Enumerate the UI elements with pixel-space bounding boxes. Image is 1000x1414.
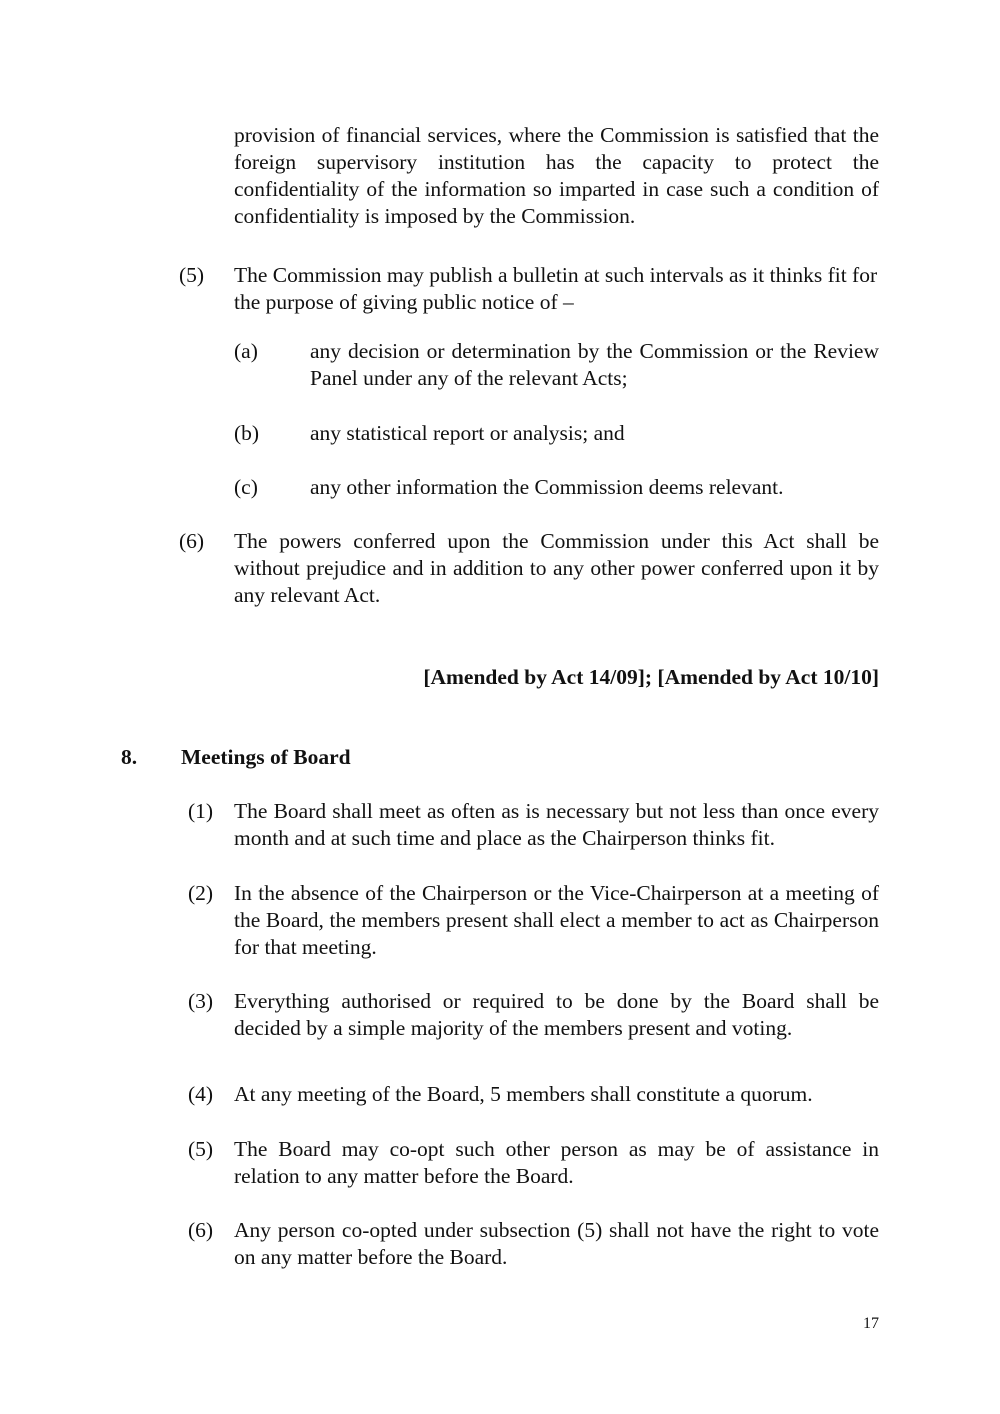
- subsection-number: (5): [179, 263, 205, 287]
- item-text: any other information the Commission deems relevant.: [310, 475, 784, 499]
- subsection-number: (1): [188, 799, 214, 823]
- continuation-paragraph: provision of financial services, where the Commission is satisfied that the foreign supervisory institution has the capacity to protect the confidentiality of the information so imparted in case such a condition of confidentiality is imposed by the Commission.: [234, 123, 879, 228]
- subsection-text: In the absence of the Chairperson or the Vice-Chairperson at a meeting of the Board, the members present shall elect a member to act as Chairperson for that meeting.: [234, 881, 879, 959]
- subsection-text: The Board may co-opt such other person as may be of assistance in relation to any matter before the Board.: [234, 1137, 879, 1188]
- section-title: Meetings of Board: [181, 745, 351, 769]
- item-text: any decision or determination by the Commission or the Review Panel under any of the relevant Acts;: [310, 339, 879, 390]
- subsection-number: (5): [188, 1137, 214, 1161]
- subsection-text: Any person co-opted under subsection (5) shall not have the right to vote on any matter before the Board.: [234, 1218, 879, 1269]
- subsection-text: At any meeting of the Board, 5 members shall constitute a quorum.: [234, 1082, 813, 1106]
- subsection-number: (6): [179, 529, 205, 553]
- item-label: (c): [234, 475, 258, 499]
- page-number: 17: [863, 1315, 879, 1332]
- subsection-number: (4): [188, 1082, 214, 1106]
- subsection-text: The Board shall meet as often as is necessary but not less than once every month and at such time and place as the Chairperson thinks fit.: [234, 799, 879, 850]
- section-number: 8.: [121, 745, 138, 769]
- item-label: (a): [234, 339, 258, 363]
- subsection-number: (2): [188, 881, 214, 905]
- item-label: (b): [234, 421, 260, 445]
- subsection-number: (6): [188, 1218, 214, 1242]
- subsection-number: (3): [188, 989, 214, 1013]
- subsection-text: Everything authorised or required to be done by the Board shall be decided by a simple majority of the members present and voting.: [234, 989, 879, 1040]
- amendment-note: [Amended by Act 14/09]; [Amended by Act 10/10]: [423, 665, 879, 689]
- subsection-text: The powers conferred upon the Commission under this Act shall be without prejudice and in addition to any other power conferred upon it by any relevant Act.: [234, 529, 879, 607]
- subsection-text: The Commission may publish a bulletin at such intervals as it thinks fit for the purpose of giving public notice of –: [234, 263, 878, 314]
- item-text: any statistical report or analysis; and: [310, 421, 625, 445]
